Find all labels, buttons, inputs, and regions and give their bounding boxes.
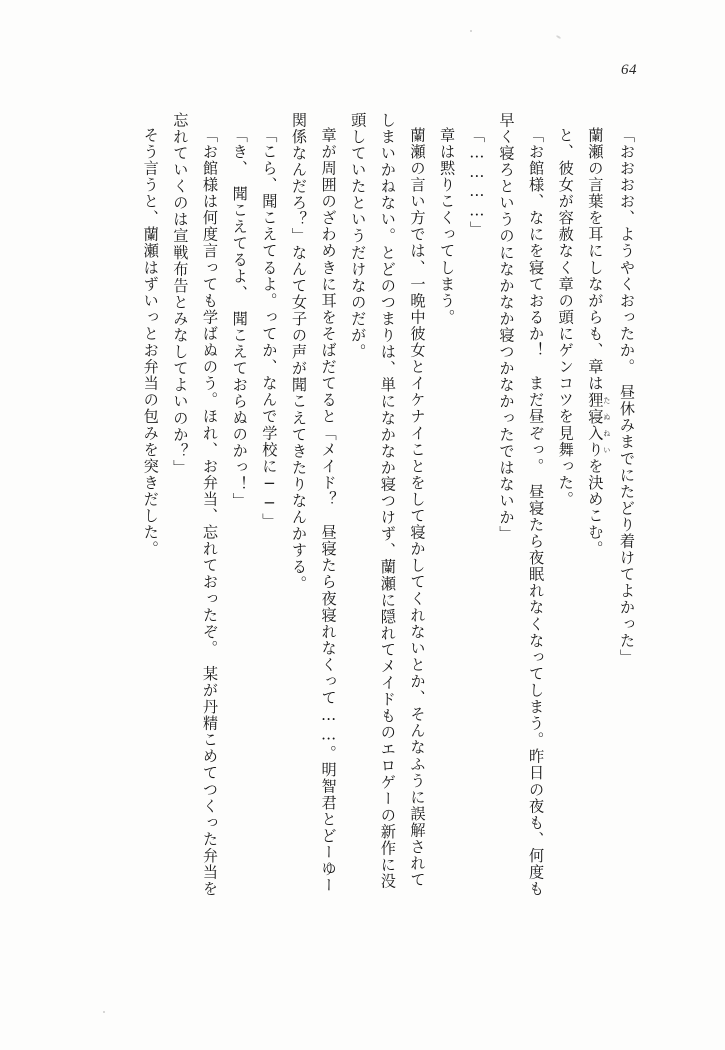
paragraph: 蘭瀬の言葉を耳にしながらも、章は狸寝入りたぬねいを決めこむ。 <box>586 127 612 558</box>
scan-speck-icon <box>470 30 472 32</box>
paragraph: 「こら、聞こえてるよ。ってか、なんで学校に──」 <box>260 127 279 530</box>
page-text-body <box>78 112 641 902</box>
paragraph: 「お館様は何度言っても学ばぬのう。ほれ、お弁当、忘れておったぞ。 某が丹精こめてつくった弁当を忘れていくのは宣戦布告とみなしてよいのか？」 <box>171 112 220 898</box>
ruby-annotation: 狸寝入りたぬねい <box>586 392 612 459</box>
paragraph: 「おおおお、ようやくおったか。 昼休みまでにたどり着けてよかった」 <box>618 127 636 666</box>
paragraph: そう言うと、蘭瀬はずいっとお弁当の包みを突きだした。 <box>141 127 160 558</box>
paragraph: 「…………」 <box>467 127 486 238</box>
paragraph: と、彼女が容赦なく章の頭にゲンコツを見舞った。 <box>556 127 575 508</box>
paragraph: 章は黙りこくってしまう。 <box>438 127 457 326</box>
paragraph: 「き、 聞こえてるよ、 聞こえておらぬのかっ！」 <box>230 127 249 510</box>
page-number: 64 <box>621 62 637 78</box>
paragraph: 「お館様、なにを寝ておるか！ まだ昼ぞっ。 昼寝たら夜眠れなくなってしまう。昨日の夜も、何度も早く寝ろというのになかなか寝つかなかったではないか」 <box>497 112 546 898</box>
paragraph: 蘭瀬の言い方では、一晩中彼女とイケナイことをして寝かしてくれないとか、そんなふうに誤解されてしまいかねない。とどのつまりは、単になかなか寝つけず、蘭瀬に隠れてメイドものエロゲーの新作に没頭していたというだけなのだが。 <box>349 112 427 890</box>
scan-speck-icon <box>103 1011 105 1013</box>
paragraph: 章が周囲のざわめきに耳をそばだてると「メイド？ 昼寝たら夜寝れなくって……。明智君とどーゆー関係なんだろ？」なんて女子の声が聞こえてきたりなんかする。 <box>289 112 338 895</box>
scan-speck-icon <box>556 35 561 39</box>
